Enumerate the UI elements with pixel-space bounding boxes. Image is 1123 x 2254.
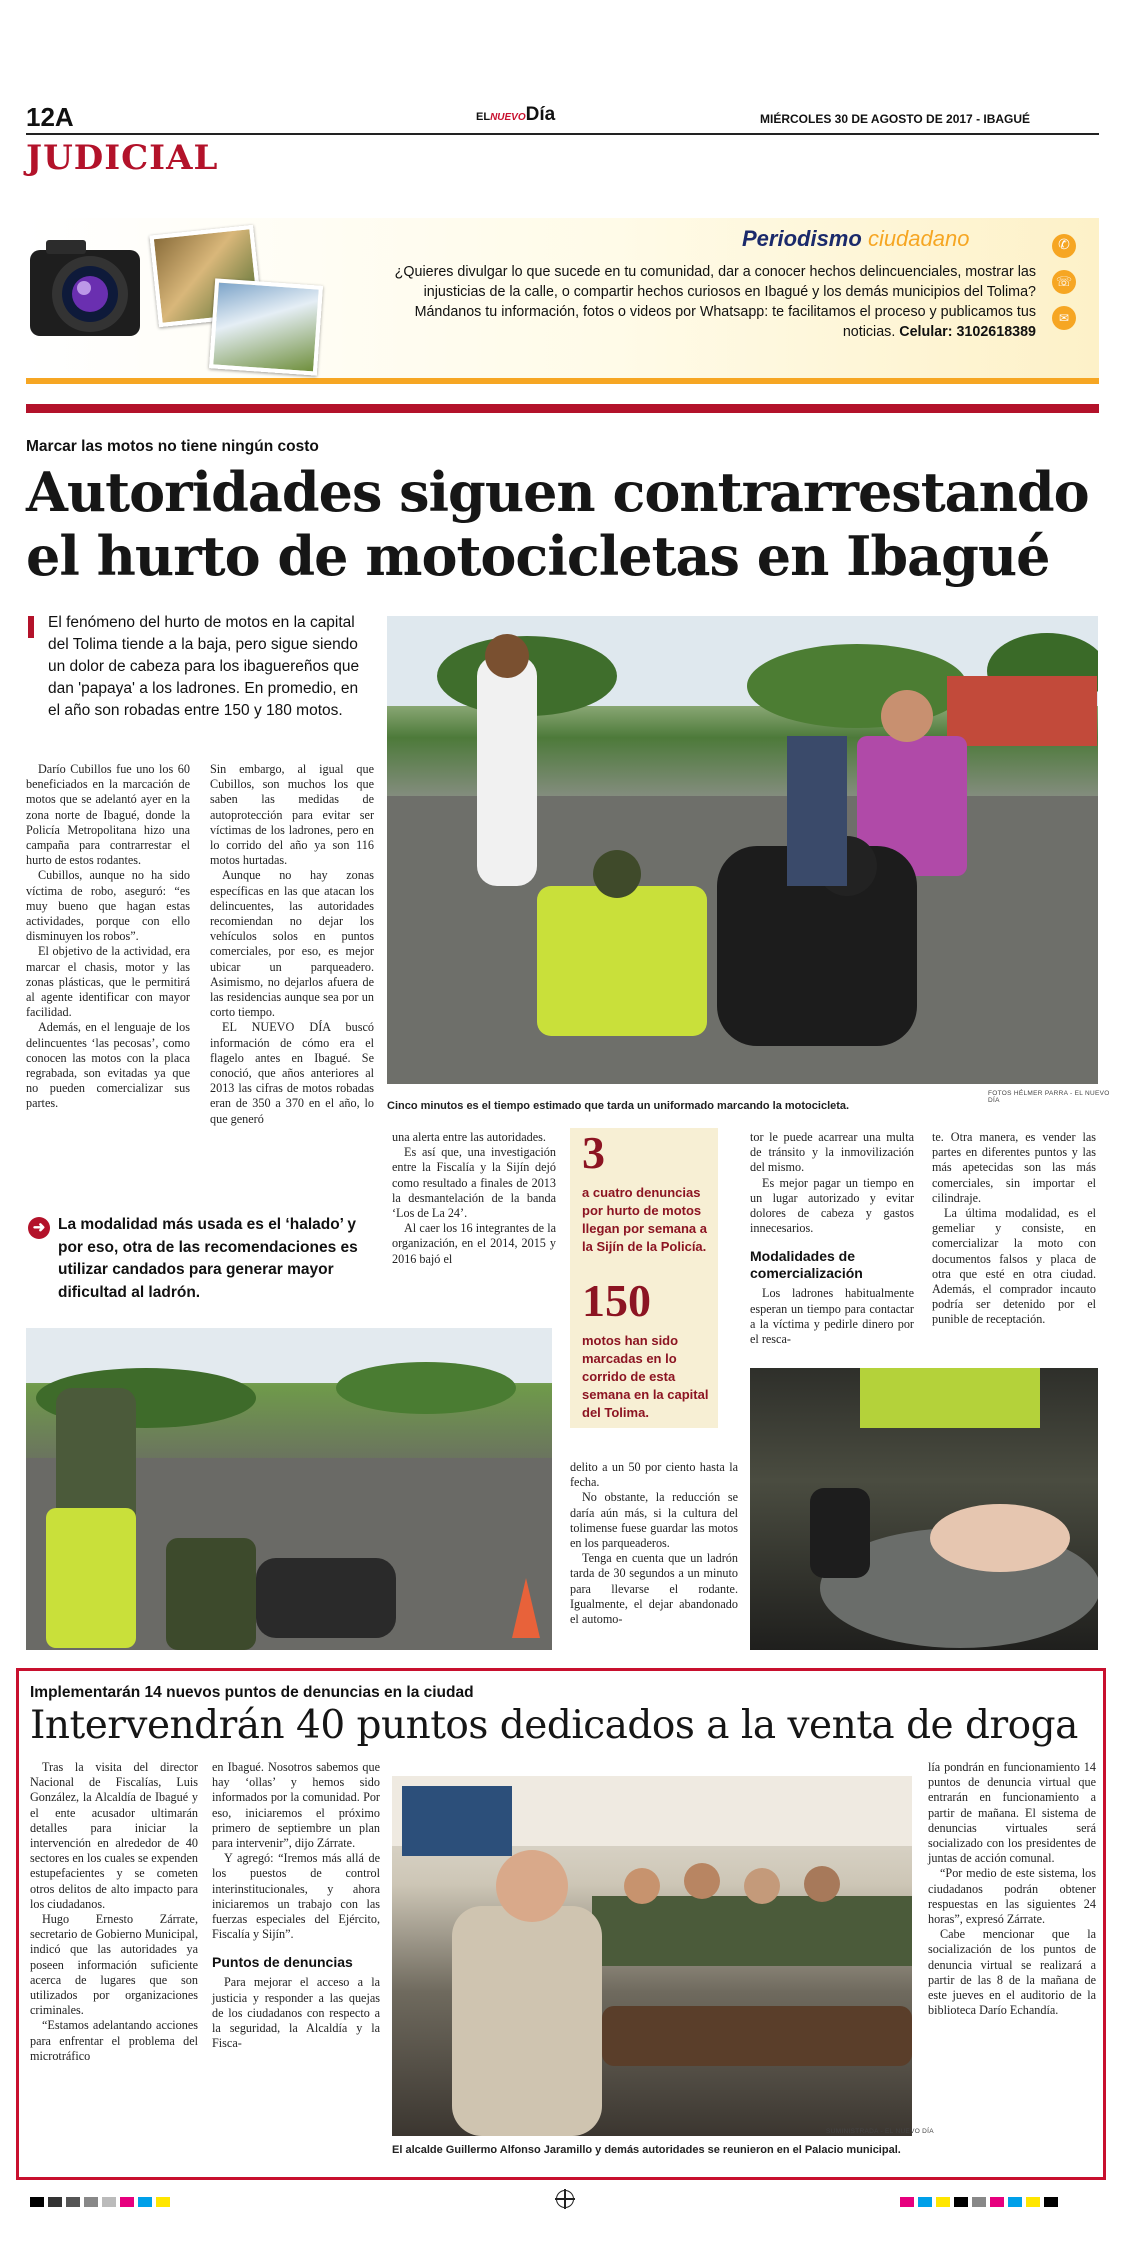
article2-subhead: Puntos de denuncias <box>212 1954 353 1971</box>
paragraph: lía pondrán en funcionamiento 14 puntos de denuncia virtual que entrarán en funcionamiento a partir de mañana. El sistema de denuncias virtuales será socializado con los presidentes de juntas de acción comunal. <box>928 1760 1096 1866</box>
paragraph: “Por medio de este sistema, los ciudadanos podrán obtener respuestas en las siguientes 24 horas”, expresó Zárrate. <box>928 1866 1096 1927</box>
newspaper-logo <box>476 104 626 130</box>
paragraph: Cabe mencionar que la socialización de los puntos de denuncia virtual se realizará a partir de las 8 de la mañana de este jueves en el auditorio de la biblioteca Darío Echandía. <box>928 1927 1096 2018</box>
paragraph: Aunque no hay zonas específicas en las que atacan los delincuentes, las autoridades recomiendan no dejar los vehículos solos en puntos comerciales, por eso, es mejor ubicar un parqueadero. Asimismo, no dejarlos afuera de las residencias aunque sea por un corto tiempo. <box>210 868 374 1020</box>
paragraph: “Estamos adelantando acciones para enfrentar el problema del microtráfico <box>30 2018 198 2063</box>
edition-date: MIÉRCOLES 30 DE AGOSTO DE 2017 - IBAGUÉ <box>760 112 1031 126</box>
whatsapp-icon: ✆ <box>1052 234 1076 258</box>
section-divider <box>26 404 1099 413</box>
article1-lead: El fenómeno del hurto de motos en la capital del Tolima tiende a la baja, pero sigue siendo un dolor de cabeza para los ibaguereños que dan 'papaya' a los ladrones. En promedio, en el año son robadas entre 150 y 180 motos. <box>48 614 360 719</box>
paragraph: La última modalidad, es el gemeliar y consiste, en comercializar la moto con documentos falsos y placa de otra que esté en otra ciudad. Además, el comprador incauto podría ser detenido por el punible de receptación. <box>932 1206 1096 1327</box>
article1-detail-photo <box>750 1368 1098 1650</box>
registration-crosshair-icon <box>556 2190 574 2208</box>
article1-headline <box>26 460 1106 588</box>
photo-illustration <box>387 616 1098 1084</box>
article1-col3 <box>392 1130 556 1267</box>
stat1-number: 3 <box>582 1127 605 1178</box>
section-title: JUDICIAL <box>26 138 219 178</box>
registration-marks-right <box>900 2194 1062 2212</box>
article1-col2 <box>210 762 374 1127</box>
paragraph: Hugo Ernesto Zárrate, secretario de Gobierno Municipal, indicó que las autoridades ya poseen información suficiente acerca de lugares que son utilizados por organizaciones criminales. <box>30 1912 198 2018</box>
article2-col1 <box>30 1760 198 2064</box>
paragraph: delito a un 50 por ciento hasta la fecha. <box>570 1460 738 1490</box>
article1-col1 <box>26 762 190 1112</box>
stat1-text: a cuatro denuncias por hurto de motos llegan por semana a la Sijín de la Policía. <box>582 1185 707 1254</box>
article2-col2 <box>212 1760 380 2051</box>
article1-col3b <box>570 1460 738 1627</box>
photo2-illustration <box>26 1328 552 1650</box>
paragraph: Tras la visita del director Nacional de Fiscalías, Luis González, la Alcaldía de Ibagué y el ente acusador ultimarán detalles para iniciar la intervención en alrededor de 40 sectores en los cuales se expenden estupefacientes y se cometen otros delitos de alto impacto para los ciudadanos. <box>30 1760 198 1911</box>
article1-col5 <box>932 1130 1096 1328</box>
banner-body: ¿Quieres divulgar lo que sucede en tu comunidad, dar a conocer hechos delincuenciales, mostrar las injusticias de la calle, o compartir hechos curiosos en Ibagué y los demás municipios del Tolima? Mándanos tu información, fotos o videos por Whatsapp: te facilitamos el proceso y publicamos tus noticias. <box>394 264 1036 340</box>
paragraph: El objetivo de la actividad, era marcar el chasis, motor y las zonas plásticas, que le permitirá al agente identificar con mayor facilidad. <box>26 944 190 1020</box>
photo4-illustration <box>392 1776 912 2136</box>
paragraph: Sin embargo, al igual que Cubillos, son muchos los que saben las medidas de autoprotección para evitar ser víctimas de los ladrones, pero en lo corrido del año ya son 116 motos hurtadas. <box>210 762 374 868</box>
page-number: 12A <box>26 102 74 132</box>
banner-phone: Celular: 3102618389 <box>899 324 1036 340</box>
paragraph: Darío Cubillos fue uno los 60 beneficiados en la marcación de motos que se adelantó ayer en la zona norte de Ibagué, donde la Policía Metropolitana hizo una campaña para contrarrestar el hurto de estos rodantes. <box>26 762 190 868</box>
paragraph: en Ibagué. Nosotros sabemos que hay ‘ollas’ y hemos sido informados por la comunidad. Por eso, iniciaremos el próximo primero de septiembre un plan para intervenir”, dijo Zárrate. <box>212 1760 380 1851</box>
stats-box <box>570 1128 718 1428</box>
callout-arrow-icon: ➜ <box>28 1217 50 1239</box>
headline-line-2: el hurto de motocicletas en Ibagué <box>26 524 1050 588</box>
article2-photo-credit: SUMINISTRADA - EL NUEVO DÍA <box>826 2128 934 2135</box>
paragraph: Los ladrones habitualmente esperan un tiempo para contactar a la víctima y pedirle dinero por el resca- <box>750 1286 914 1347</box>
article2-photo-caption: El alcalde Guillermo Alfonso Jaramillo y demás autoridades se reunieron en el Palacio municipal. <box>392 2144 901 2156</box>
article1-col4 <box>750 1130 914 1347</box>
paragraph: una alerta entre las autoridades. <box>392 1130 546 1144</box>
article1-main-photo <box>387 616 1098 1084</box>
snapshot-photo-2 <box>209 278 323 375</box>
article1-photo-credit: FOTOS HÉLMER PARRA - EL NUEVO DÍA <box>988 1090 1110 1104</box>
article2-headline: Intervendrán 40 puntos dedicados a la venta de droga <box>30 1703 1078 1748</box>
banner-text <box>366 262 1036 342</box>
paragraph: Cubillos, aunque no ha sido víctima de robo, aseguró: “es muy bueno que hagan estas actividades, porque con ello disminuyen los robos”. <box>26 868 190 944</box>
citizen-journalism-banner <box>26 218 1099 384</box>
article1-callout: La modalidad más usada es el ‘halado’ y por eso, otra de las recomendaciones es utilizar candados para generar mayor dificultad al ladrón. <box>58 1216 358 1301</box>
article2-photo <box>392 1776 912 2136</box>
logo-nuevo: NUEVO <box>490 112 526 123</box>
article1-photo-caption: Cinco minutos es el tiempo estimado que tarda un uniformado marcando la motocicleta. <box>387 1100 850 1112</box>
phone-icon: ☏ <box>1052 270 1076 294</box>
logo-dia: Día <box>525 104 556 125</box>
photo3-illustration <box>750 1368 1098 1650</box>
banner-title-b: ciudadano <box>867 226 970 251</box>
article1-secondary-photo <box>26 1328 552 1650</box>
paragraph: Es mejor pagar un tiempo en un lugar autorizado y evitar dolores de cabeza y gastos innecesarios. <box>750 1175 914 1236</box>
article2-col3 <box>928 1760 1096 2018</box>
camera-icon <box>26 228 156 358</box>
stat2-text: motos han sido marcadas en lo corrido de esta semana en la capital del Tolima. <box>582 1333 709 1420</box>
paragraph: tor le puede acarrear una multa de tránsito y la inmovilización del mismo. <box>750 1130 914 1175</box>
paragraph: Además, en el lenguaje de los delincuentes ‘las pecosas’, como conocen las motos con la placa regrabada, son evitadas ya que no pueden comercializar sus partes. <box>26 1020 190 1111</box>
stat2-number: 150 <box>582 1275 651 1326</box>
banner-title-a: Periodismo <box>742 226 862 251</box>
paragraph: Tenga en cuenta que un ladrón tarda de 30 segundos a un minuto para llevarse el rodante. Igualmente, el dejar abandonado el automo- <box>570 1551 738 1627</box>
paragraph: Para mejorar el acceso a la justicia y responder a las quejas de los ciudadanos con respecto a la seguridad, la Alcaldía y la Fisca- <box>212 1975 380 2051</box>
headline-line-1: Autoridades siguen contrarrestando <box>26 460 1089 524</box>
chat-icon: ✉ <box>1052 306 1076 330</box>
banner-title <box>742 226 969 252</box>
paragraph: No obstante, la reducción se daría aún más, si la cultura del tolimense fuese guardar las motos en los parqueaderos. <box>570 1490 738 1551</box>
header-rule <box>26 133 1099 135</box>
lead-marker <box>28 616 34 638</box>
paragraph: Y agregó: “Iremos más allá de los puestos de control interinstitucionales, y ahora iniciaremos un trabajo con las fuerzas especiales del Ejército, Fiscalía y Sijín”. <box>212 1851 380 1942</box>
paragraph: te. Otra manera, es vender las partes en diferentes puntos y las más apetecidas son las más comerciales, sin importar el cilindraje. <box>932 1130 1096 1205</box>
paragraph: Es así que, una investigación entre la Fiscalía y la Sijín dejó como resultado a finales de 2013 la desmantelación de la banda ‘Los de La 24’. <box>392 1145 556 1221</box>
registration-marks-left <box>30 2194 174 2212</box>
logo-el: EL <box>476 111 491 123</box>
article1-subhead: Modalidades de comercialización <box>750 1248 863 1282</box>
paragraph: EL NUEVO DÍA buscó información de cómo era el flagelo antes en Ibagué. Se conoció, que años anteriores al 2013 las cifras de motos robadas eran de 350 a 370 en el año, lo que generó <box>210 1020 374 1126</box>
article2-kicker: Implementarán 14 nuevos puntos de denuncias en la ciudad <box>30 1684 474 1701</box>
article1-kicker: Marcar las motos no tiene ningún costo <box>26 438 319 455</box>
paragraph: Al caer los 16 integrantes de la organización, en el 2014, 2015 y 2016 bajó el <box>392 1221 556 1266</box>
